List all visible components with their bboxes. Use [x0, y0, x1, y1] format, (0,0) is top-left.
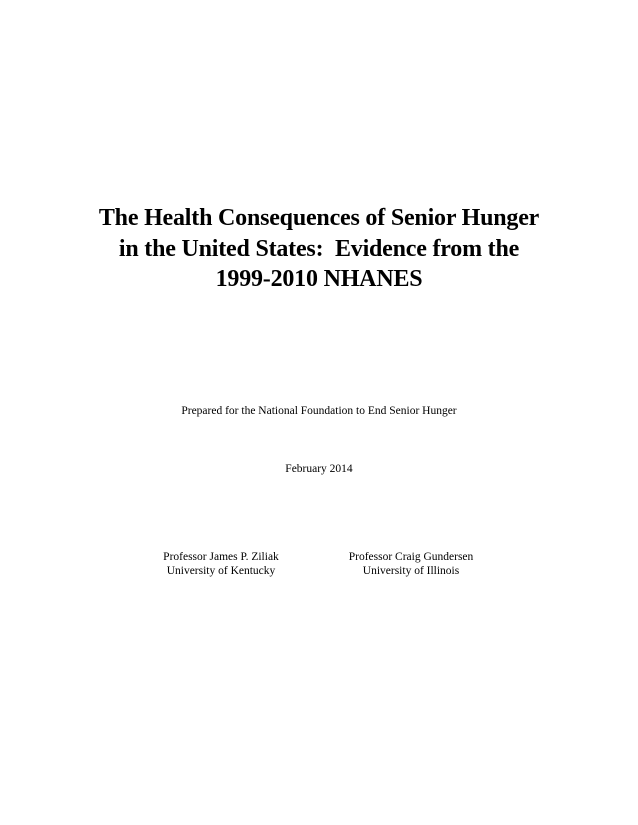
publication-date: February 2014 [285, 463, 353, 475]
author-name: Professor James P. Ziliak [163, 551, 279, 563]
title-line-1: The Health Consequences of Senior Hunger [98, 205, 540, 231]
author-name: Professor Craig Gundersen [348, 551, 474, 563]
author-affiliation: University of Illinois [362, 565, 460, 577]
author-block-2 [301, 550, 521, 578]
document-title [0, 203, 638, 295]
prepared-for-text: Prepared for the National Foundation to End Senior Hunger [181, 405, 457, 417]
title-line-3: 1999-2010 NHANES [215, 266, 423, 292]
author-affiliation: University of Kentucky [166, 565, 276, 577]
title-line-2: in the United States: Evidence from the [118, 235, 520, 262]
author-block-1 [111, 550, 331, 578]
